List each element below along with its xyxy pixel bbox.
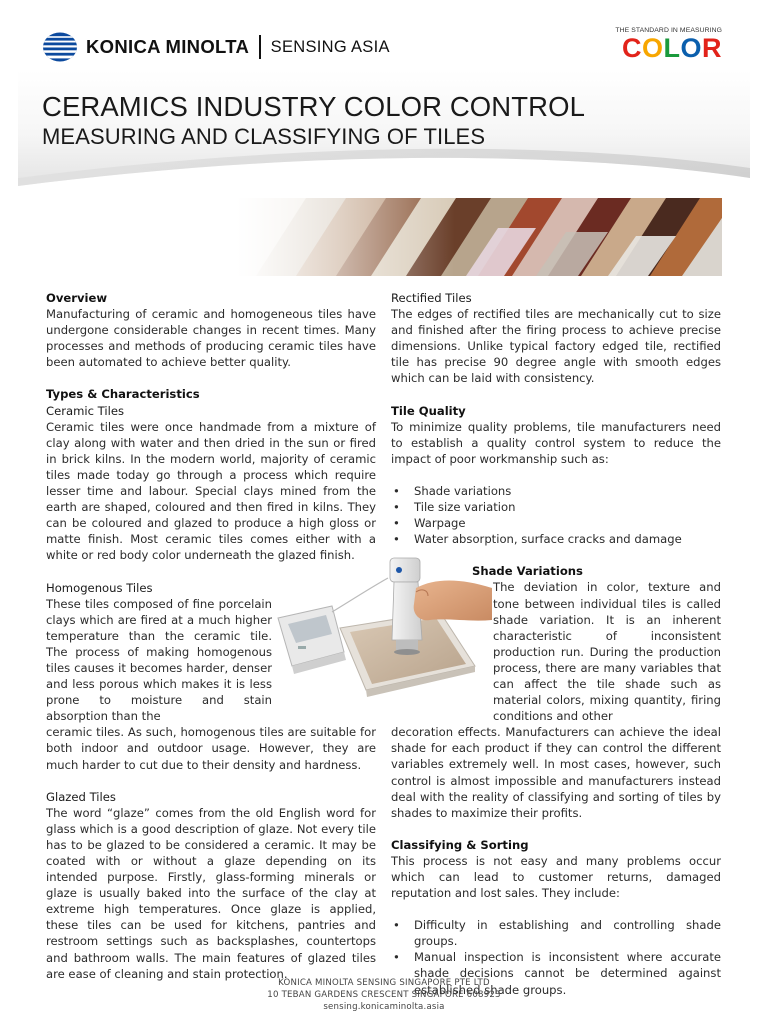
- list-item: • Shade variations: [391, 483, 721, 499]
- section-heading-types: Types & Characteristics: [46, 387, 200, 402]
- glazed-tiles-paragraph: The word “glaze” comes from the old English word for glass which is a good description of glaze. Not every tile has to be glazed to be considered a ceramic. It may be coated with or without a glaze depending on its intended purpose. Firstly, glass-forming minerals or glaze is usually baked into the surface of the clay at extreme high temperatures. Once glaze is applied, these tiles can be used for kitchens, pantries and restroom settings such as backsplashes, countertops and bathroom walls. The main features of glazed tiles are ease of cleaning and stain protection.: [46, 805, 376, 981]
- brand-name: KONICA MINOLTA: [86, 36, 250, 57]
- standard-color-logo: [615, 27, 722, 62]
- subheading-ceramic-tiles: Ceramic Tiles: [46, 403, 125, 418]
- list-item: • Warpage: [391, 515, 721, 531]
- spectrophotometer-image: [270, 548, 495, 700]
- tile-quality-paragraph: To minimize quality problems, tile manufacturers need to establish a quality control system to reduce the impact of poor workmanship such as:: [391, 419, 721, 466]
- color-word-letter: L: [663, 33, 681, 63]
- rectified-tiles-paragraph: The edges of rectified tiles are mechanically cut to size and finished after the firing process to achieve precise dimensions. Unlike typical factory edged tile, rectified tile has precise 90 degree angle with smooth edges which can be laid with consistency.: [391, 307, 721, 386]
- color-word: [615, 34, 722, 62]
- ceramic-tiles-paragraph: Ceramic tiles were once handmade from a mixture of clay along with water and then dried in the sun or fired in brick kilns. In the modern world, majority of ceramic tiles made today go through a process which require lesser time and labour. Special clays mined from the earth are shaped, coloured and then fired in kilns. They can be coloured and glazed to produce a high gloss or matte finish. Most ceramic tiles comes either with a white or red body color underneath the glazed finish.: [46, 419, 376, 563]
- globe-icon: [43, 32, 77, 62]
- homogenous-tiles-paragraph: These tiles composed of fine porcelain clays which are fired at a much higher temperature than the ceramic tile. The process of making homogenous tiles causes it becomes harder, denser and less porous which makes it is less prone to moisture and stain absorption than the: [46, 596, 272, 724]
- color-word-letter: O: [641, 33, 664, 63]
- subheading-homogenous-tiles: Homogenous Tiles: [46, 580, 153, 595]
- overview-paragraph: Manufacturing of ceramic and homogeneous tiles have undergone considerable changes in recent times. Many processes and methods of producing ceramic tiles have been automated to achieve better quality.: [46, 307, 376, 370]
- section-heading-tile-quality: Tile Quality: [391, 403, 466, 418]
- standard-tagline: THE STANDARD IN MEASURING: [615, 27, 722, 34]
- color-word-letter: O: [680, 33, 702, 63]
- page-title: CERAMICS INDUSTRY COLOR CONTROL: [42, 91, 585, 122]
- classifying-paragraph: This process is not easy and many problems occur which can lead to customer returns, damaged reputation and lost sales. They include:: [391, 853, 721, 901]
- header: [0, 0, 768, 200]
- brand-subtitle: SENSING ASIA: [270, 37, 390, 56]
- shade-variations-paragraph: The deviation in color, texture and tone between individual tiles is called shade variation. It is an inherent characteristic of inconsistent production run. During the production process, there are many variables that can affect the tile shade such as material colors, mixing quantity, firing conditions and other: [493, 580, 721, 724]
- shade-variations-paragraph-cont: decoration effects. Manufacturers can achieve the ideal shade for each product if they can control the different variables extremely well. In most cases, however, such control is almost impossible and manufacturers instead deal with the reality of classifying and sorting of tiles by shades to maximize their profits.: [391, 725, 721, 820]
- footer-website[interactable]: sensing.konicaminolta.asia: [323, 1001, 445, 1012]
- page-subtitle: MEASURING AND CLASSIFYING OF TILES: [42, 124, 486, 149]
- list-item: • Difficulty in establishing and controlling shade groups.: [391, 917, 721, 949]
- list-item: • Water absorption, surface cracks and damage: [391, 531, 721, 547]
- brand-divider: [259, 35, 261, 59]
- footer: [0, 978, 768, 1013]
- list-item: • Manual inspection is inconsistent where accurate shade decisions cannot be determined against established shade groups.: [391, 949, 721, 997]
- homogenous-tiles-paragraph-cont: ceramic tiles. As such, homogenous tiles are suitable for both indoor and outdoor usage. However, they are much harder to cut due to their density and hardness.: [46, 725, 376, 772]
- subheading-glazed-tiles: Glazed Tiles: [46, 789, 116, 804]
- color-word-letter: R: [702, 33, 722, 63]
- konica-minolta-logo: [43, 32, 390, 62]
- subheading-rectified-tiles: Rectified Tiles: [391, 291, 472, 305]
- footer-address: 10 TEBAN GARDENS CRESCENT SINGAPORE 608923: [267, 989, 501, 1000]
- section-heading-shade-variations: Shade Variations: [472, 564, 583, 579]
- list-item: • Tile size variation: [391, 499, 721, 515]
- section-heading-overview: Overview: [46, 291, 108, 305]
- quality-issues-list: [391, 483, 721, 547]
- footer-company: KONICA MINOLTA SENSING SINGAPORE PTE LTD: [278, 978, 490, 988]
- tile-samples-banner: [236, 198, 722, 276]
- section-heading-classifying: Classifying & Sorting: [391, 837, 529, 852]
- color-word-letter: C: [621, 33, 642, 63]
